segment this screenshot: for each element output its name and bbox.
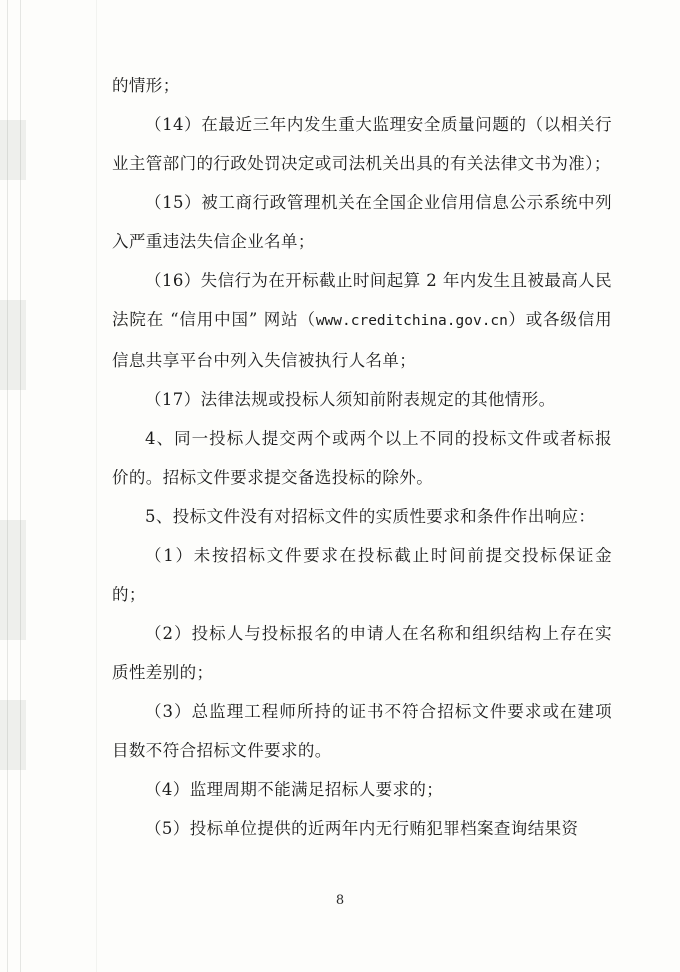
scan-artifact-smudge <box>0 700 26 770</box>
item-16-text-part2: ）或各级信用信息共享平台中列入失信被执行人名单； <box>112 310 612 370</box>
paragraph-item-5-5: （5）投标单位提供的近两年内无行贿犯罪档案查询结果资 <box>145 819 579 838</box>
paragraph-item-15: （15）被工商行政管理机关在全国企业信用信息公示系统中列入严重违法失信企业名单； <box>112 193 612 251</box>
paragraph-item-5-1: （1）未按招标文件要求在投标截止时间前提交投标保证金的； <box>112 546 612 604</box>
scan-artifact-line <box>96 0 97 972</box>
page-number: 8 <box>335 893 345 908</box>
document-body <box>112 66 612 848</box>
scan-artifact-smudge <box>0 120 26 180</box>
paragraph-item-5-4: （4）监理周期不能满足招标人要求的； <box>145 780 444 799</box>
paragraph-item-16 <box>112 261 612 380</box>
paragraph-item-5-3: （3）总监理工程师所持的证书不符合招标文件要求或在建项目数不符合招标文件要求的。 <box>112 702 612 760</box>
paragraph-item-5: 5、投标文件没有对招标文件的实质性要求和条件作出响应： <box>145 507 596 526</box>
paragraph-item-4: 4、同一投标人提交两个或两个以上不同的投标文件或者标报价的。招标文件要求提交备选投标的除外。 <box>112 429 612 487</box>
paragraph-item-14: （14）在最近三年内发生重大监理安全质量问题的（以相关行业主管部门的行政处罚决定或司法机关出具的有关法律文书为准）； <box>112 115 612 173</box>
paragraph-item-5-2: （2）投标人与投标报名的申请人在名称和组织结构上存在实质性差别的； <box>112 624 612 682</box>
paragraph-item-17: （17）法律法规或投标人须知前附表规定的其他情形。 <box>145 390 556 409</box>
scan-artifact-smudge <box>0 520 26 640</box>
item-16-text-part1: （16）失信行为在开标截止时间起算 2 年内发生且被最高人民法院在 “信用中国” 网站（ <box>112 271 612 329</box>
paragraph-continuation: 的情形； <box>112 76 180 95</box>
creditchina-url: www.creditchina.gov.cn <box>315 313 508 329</box>
scan-artifact-smudge <box>0 300 26 390</box>
